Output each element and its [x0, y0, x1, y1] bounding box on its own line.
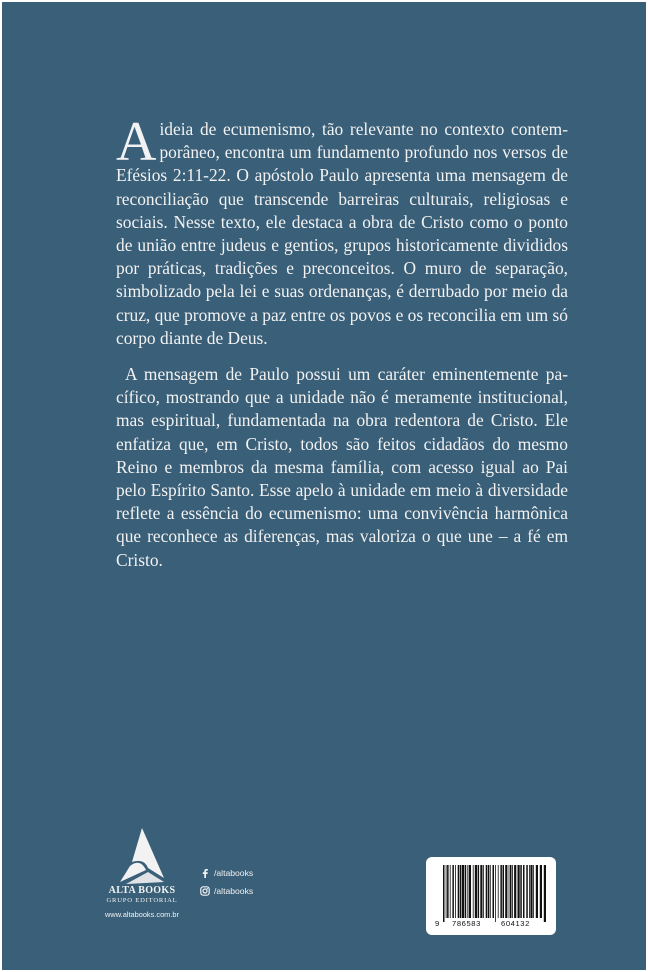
- barcode-group-2: 604132: [501, 919, 530, 928]
- synopsis-paragraph-1: [116, 111, 569, 350]
- facebook-handle-text: /altabooks: [214, 868, 254, 878]
- barcode-lead-digit: 9: [435, 919, 440, 928]
- synopsis-text: [116, 111, 569, 572]
- publisher-subtitle: GRUPO EDITORIAL: [106, 897, 178, 904]
- barcode-group-1: 786583: [452, 919, 481, 928]
- instagram-handle-text: /altabooks: [214, 886, 254, 896]
- publisher-logo: [100, 828, 184, 919]
- publisher-name: ALTA BOOKS: [108, 885, 176, 896]
- isbn-barcode: [426, 857, 556, 935]
- synopsis-paragraph-2: A mensagem de Paulo possui um caráter eminentemente pacífico, mostrando que a unidade não é meramente institucional, mas espiritual, fundamentada na obra redentora de Cristo. Ele enfatiza que, em Cristo, todos são feitos cidadãos do mesmo Reino e membros da mesma família, com acesso igual ao Pai pelo Espírito Santo. Esse apelo à unidade em meio à diversidade reflete a essência do ecumenismo: uma convivência harmônica que reconhece as diferenças, mas valoriza o que une – a fé em Cristo.: [116, 364, 568, 570]
- alta-books-mountain-icon: [118, 828, 166, 884]
- cover-panel: [2, 2, 646, 970]
- drop-cap: A: [116, 111, 157, 173]
- facebook-handle: [200, 868, 253, 878]
- instagram-handle: [200, 886, 253, 896]
- instagram-icon: [200, 886, 210, 896]
- publisher-website: www.altabooks.com.br: [105, 910, 179, 919]
- barcode-bars: [426, 857, 556, 935]
- facebook-icon: [200, 868, 210, 878]
- paragraph-1-text: ideia de ecumenismo, tão relevante no contexto contemporâneo, encontra um fundamento profundo nos versos de Efésios 2:11-22. O apóstolo Paulo apresenta uma mensagem de reconciliação que transcende barreiras culturais, religiosas e sociais. Nesse texto, ele destaca a obra de Cristo como o ponto de união entre judeus e gentios, grupos historicamente divididos por práticas, tradições e preconceitos. O muro de separação, simbolizado pela lei e suas ordenanças, é derrubado por meio da cruz, que promove a paz entre os povos e os reconcilia em um só corpo diante de Deus.: [116, 119, 569, 348]
